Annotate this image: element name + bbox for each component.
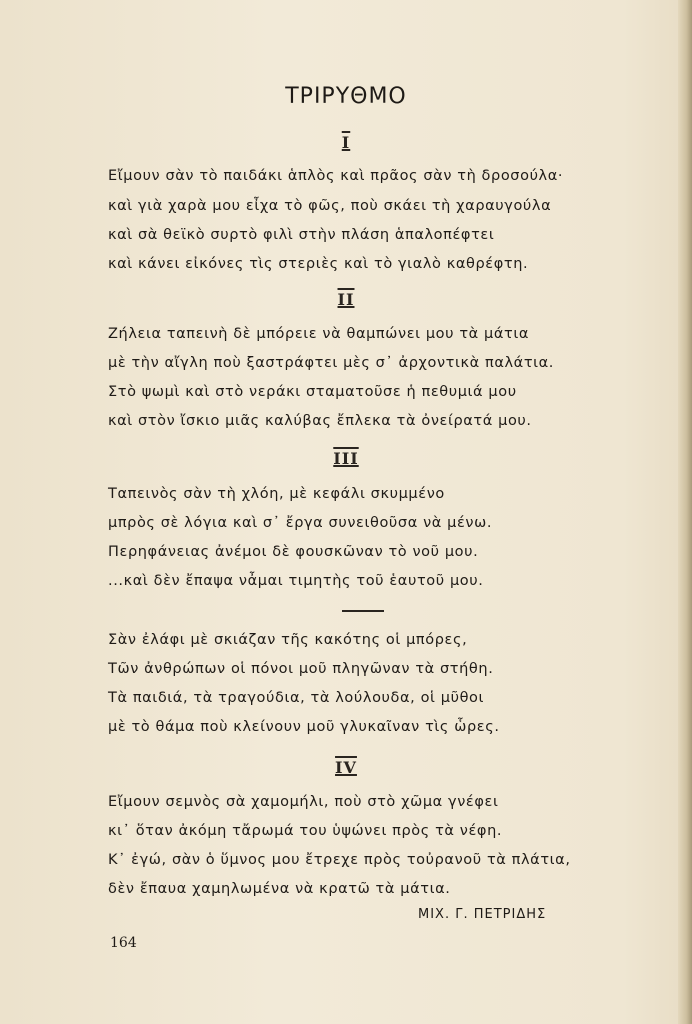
verse-line: Εἴμουν σὰν τὸ παιδάκι ἁπλὸς καὶ πρᾶος σὰν τὴ δροσούλα· [108,168,564,184]
author-signature: ΜΙΧ. Γ. ΠΕΤΡΙΔΗΣ [418,907,547,922]
poem-title: ΤΡΙΡΥΘΜΟ [285,84,407,109]
stanza-divider [342,610,384,612]
verse-line: Ζήλεια ταπεινὴ δὲ μπόρειε νὰ θαμπώνει μου τὰ μάτια [108,326,530,342]
verse-line: Κ᾽ ἐγώ, σὰν ὁ ὕμνος μου ἔτρεχε πρὸς τοὐρανοῦ τὰ πλάτια, [108,852,571,868]
verse-line: Στὸ ψωμὶ καὶ στὸ νεράκι σταματοῦσε ἡ πεθυμιά μου [108,384,517,400]
verse-line: μὲ τὸ θάμα ποὺ κλείνουν μοῦ γλυκαῖναν τὶς ὧρες. [108,719,500,735]
verse-line: καὶ στὸν ἴσκιο μιᾶς καλύβας ἔπλεκα τὰ ὀνείρατά μου. [108,413,532,429]
section-numeral-4: IV [335,758,357,777]
verse-line: καὶ γιὰ χαρὰ μου εἶχα τὸ φῶς, ποὺ σκάει τὴ χαραυγούλα [108,198,552,214]
verse-line: Τῶν ἀνθρώπων οἱ πόνοι μοῦ πληγῶναν τὰ στήθη. [108,661,494,677]
section-numeral-1: I [341,133,351,152]
verse-line: Περηφάνειας ἀνέμοι δὲ φουσκῶναν τὸ νοῦ μου. [108,544,479,560]
verse-line: δὲν ἔπαυα χαμηλωμένα νὰ κρατῶ τὰ μάτια. [108,881,451,897]
verse-line: Τὰ παιδιά, τὰ τραγούδια, τὰ λούλουδα, οἱ μῦθοι [108,690,485,706]
section-numeral-2: II [337,290,355,309]
verse-line: Σὰν ἐλάφι μὲ σκιάζαν τῆς κακότης οἱ μπόρες, [108,632,468,648]
verse-line: καὶ σὰ θεϊκὸ συρτὸ φιλὶ στὴν πλάση ἁπαλοπέφτει [108,227,495,243]
verse-line: Εἴμουν σεμνὸς σὰ χαμομήλι, ποὺ στὸ χῶμα γνέφει [108,794,499,810]
verse-line: Ταπεινὸς σὰν τὴ χλόη, μὲ κεφάλι σκυμμένο [108,486,445,502]
verse-line: μπρὸς σὲ λόγια καὶ σ᾽ ἔργα συνειθοῦσα νὰ μένω. [108,515,493,531]
verse-line: μὲ τὴν αἴγλη ποὺ ξαστράφτει μὲς σ᾽ ἀρχοντικὰ παλάτια. [108,355,555,371]
verse-line: καὶ κάνει εἰκόνες τὶς στεριὲς καὶ τὸ γιαλὸ καθρέφτη. [108,256,529,272]
verse-line: ...καὶ δὲν ἔπαψα νἆμαι τιμητὴς τοῦ ἑαυτοῦ μου. [108,573,484,589]
page-edge [678,0,692,1024]
verse-line: κι᾽ ὅταν ἀκόμη τἄρωμά του ὑψώνει πρὸς τὰ νέφη. [108,823,503,839]
section-numeral-3: III [333,449,359,468]
page-number: 164 [110,935,137,951]
